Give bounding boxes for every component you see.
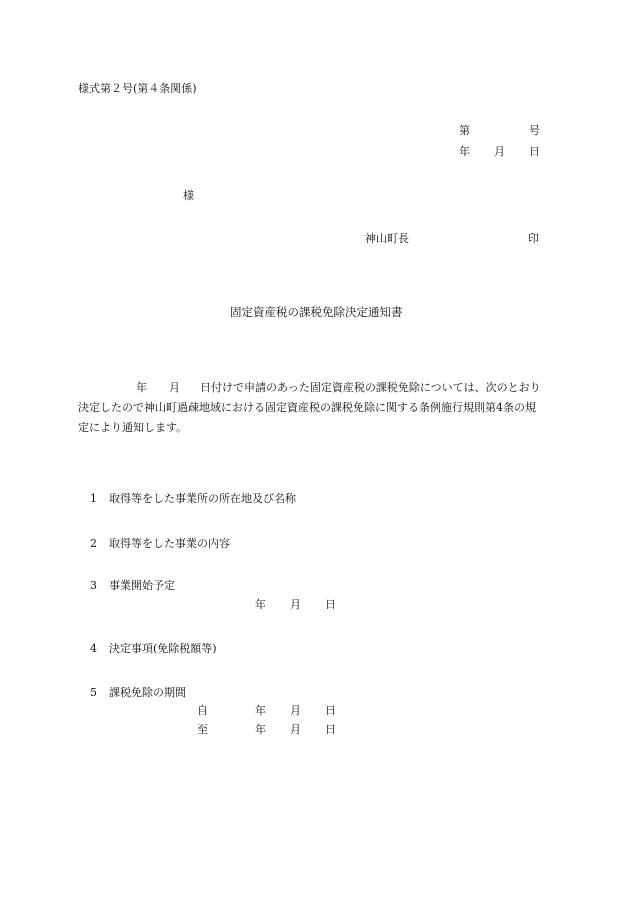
start-day: 日 [325, 598, 336, 611]
seal-mark: 印 [528, 232, 539, 245]
item-label-5: 課税免除の期間 [109, 686, 186, 699]
period-from-label: 自 [197, 704, 208, 717]
period-from-day: 日 [325, 704, 336, 717]
issue-year: 年 [459, 145, 470, 158]
doc-number-prefix: 第 [459, 124, 470, 137]
item-label-3: 事業開始予定 [109, 579, 175, 592]
start-year: 年 [255, 598, 266, 611]
issue-month: 月 [494, 145, 505, 158]
item-number-5: 5 [90, 686, 97, 699]
body-month: 月 [169, 381, 180, 394]
item-number-4: 4 [90, 642, 97, 655]
form-label: 様式第２号(第４条関係) [78, 82, 197, 95]
item-label-2: 取得等をした事業の内容 [109, 537, 230, 550]
start-month: 月 [290, 598, 301, 611]
period-from-year: 年 [255, 704, 266, 717]
body-year: 年 [136, 381, 147, 394]
item-number-3: 3 [90, 579, 97, 592]
item-number-1: 1 [90, 492, 97, 505]
body-paragraph [78, 378, 546, 438]
body-text: 日付けで申請のあった固定資産税の課税免除については、次のとおり決定したので神山町過疎地域における固定資産税の課税免除に関する条例施行規則第4条の規定により通知します。 [78, 381, 541, 434]
item-label-4: 決定事項(免除税額等) [109, 642, 217, 655]
issue-day: 日 [529, 145, 540, 158]
period-to-year: 年 [255, 723, 266, 736]
sender-name: 神山町長 [365, 232, 409, 245]
period-from-month: 月 [290, 704, 301, 717]
period-to-month: 月 [290, 723, 301, 736]
period-to-day: 日 [325, 723, 336, 736]
doc-number-suffix: 号 [529, 124, 540, 137]
item-number-2: 2 [90, 537, 97, 550]
period-to-label: 至 [197, 723, 208, 736]
document-title: 固定資産税の課税免除決定通知書 [230, 305, 403, 319]
addressee-suffix: 様 [183, 189, 194, 202]
item-label-1: 取得等をした事業所の所在地及び名称 [109, 492, 296, 505]
